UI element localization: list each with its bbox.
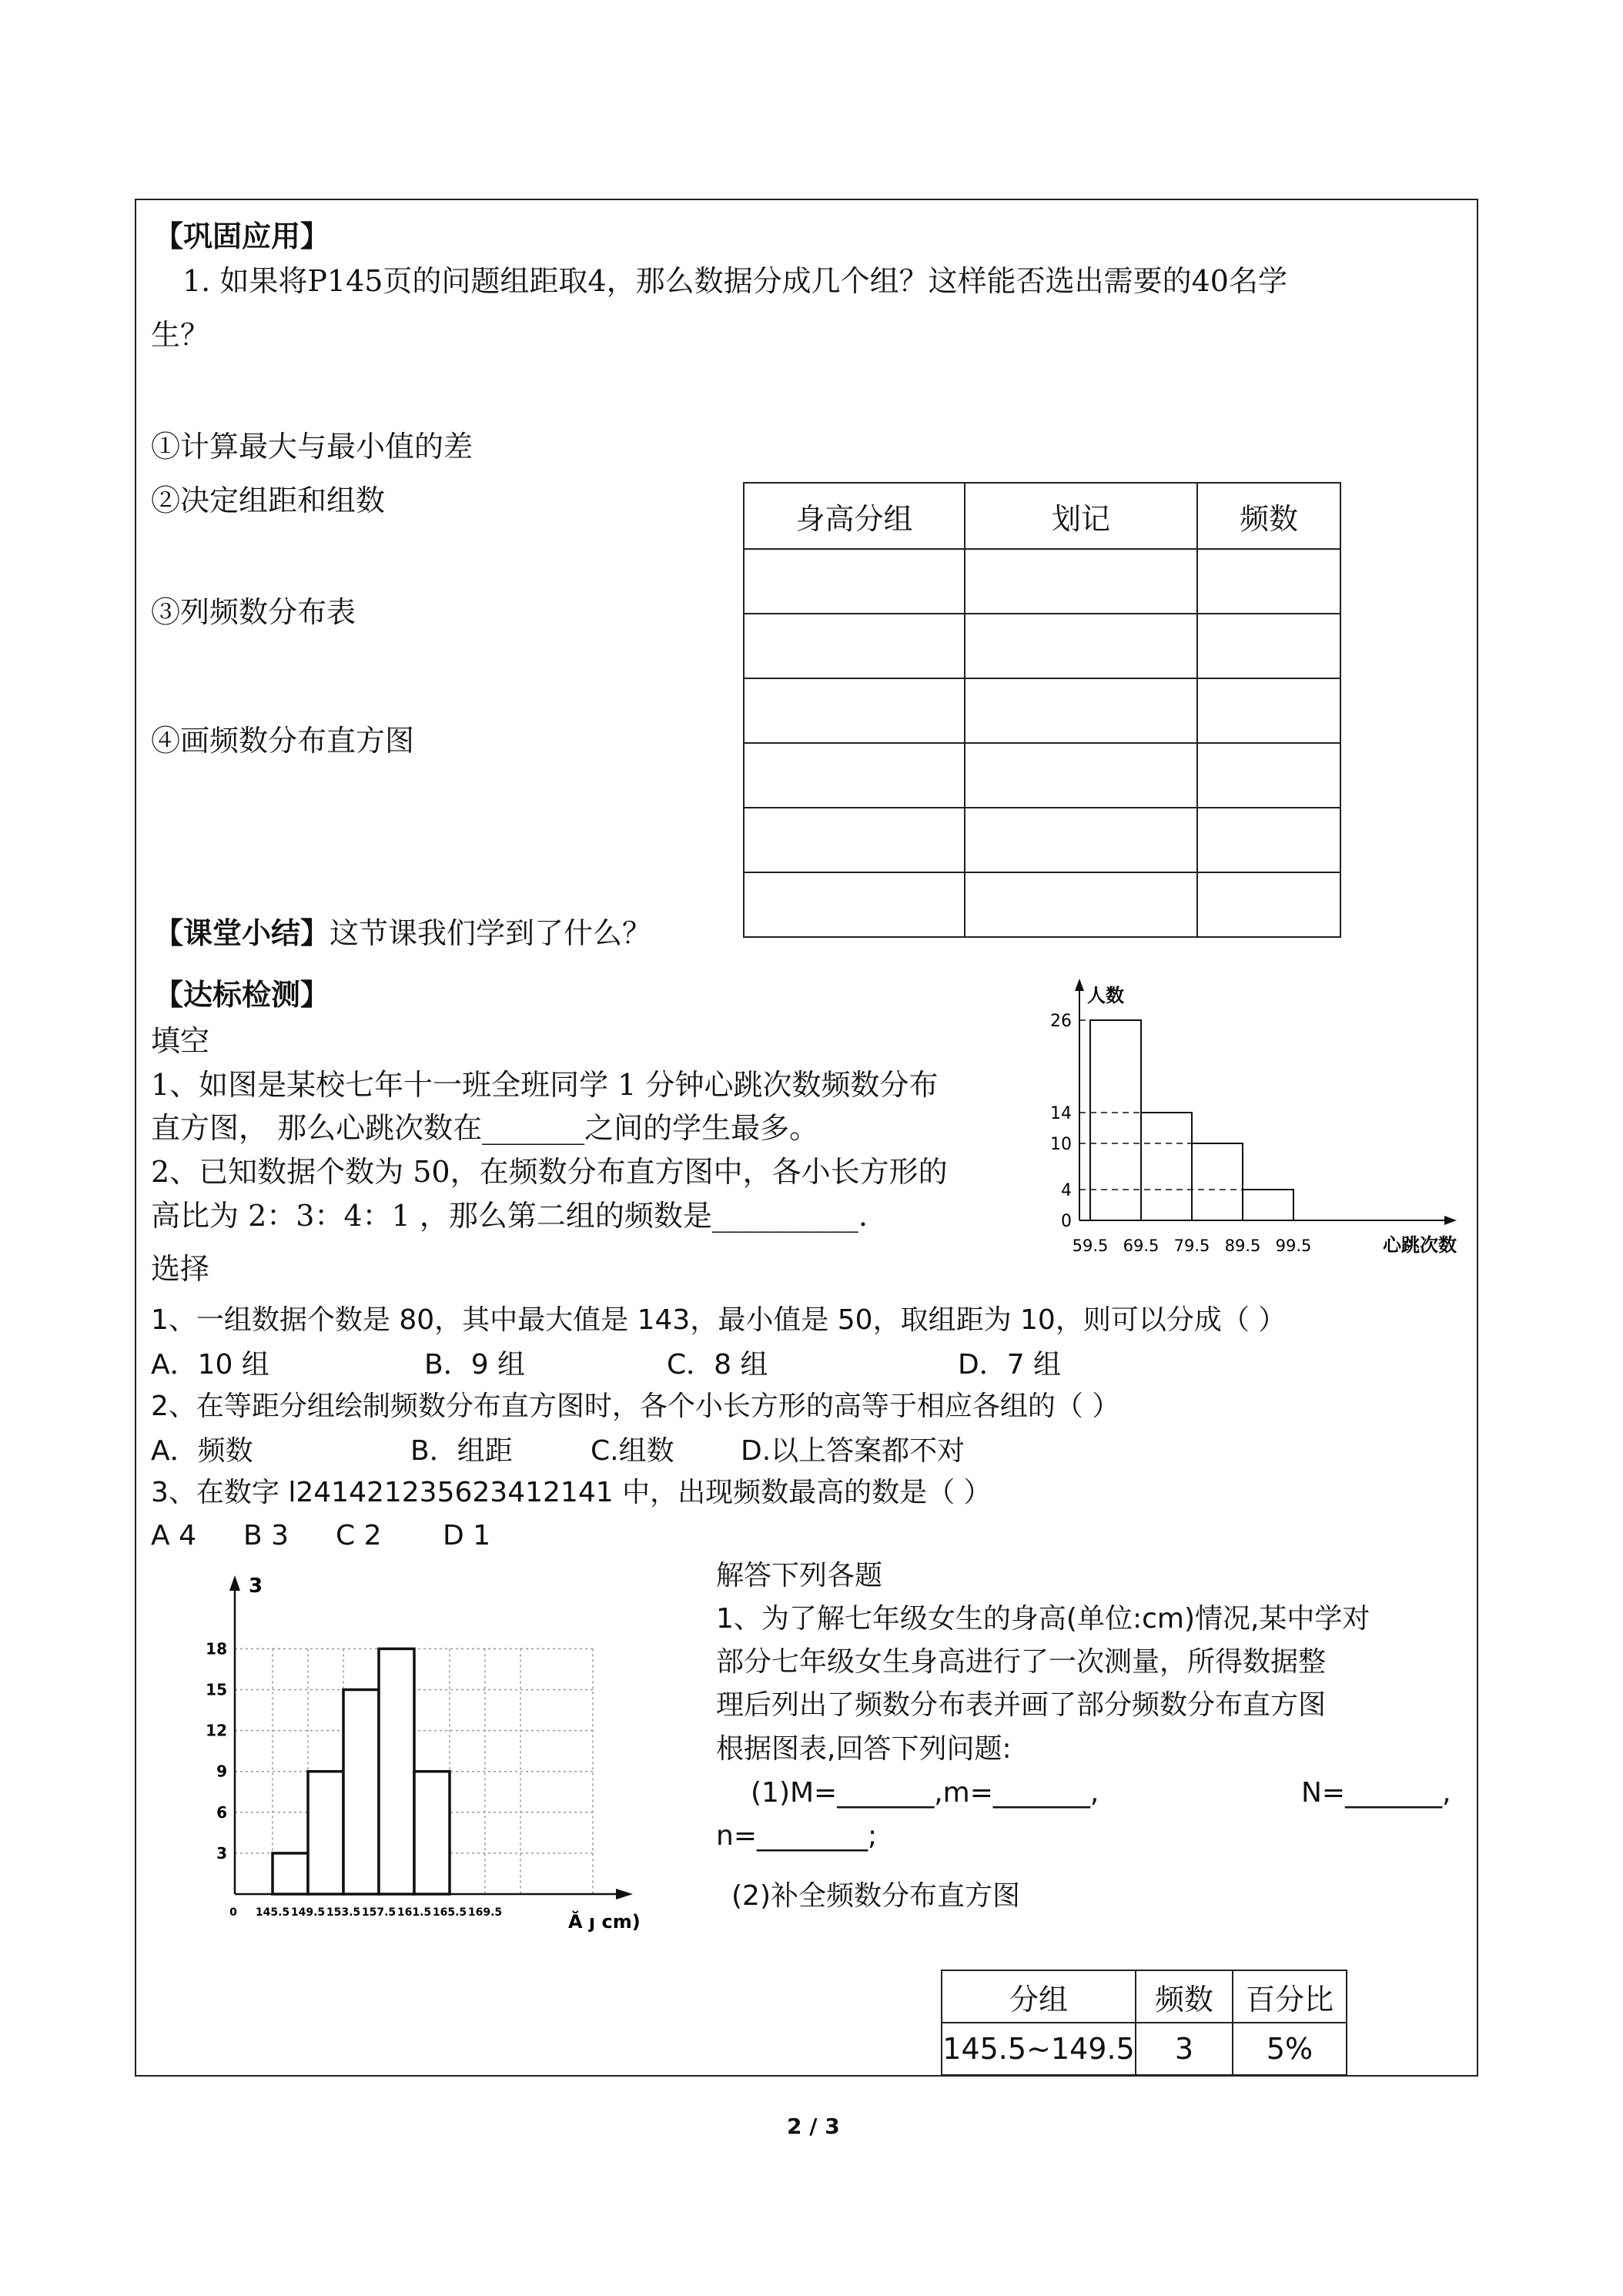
ht-bars (273, 1648, 450, 1894)
ht-x-axis-title: Ă ȷ cm) (568, 1911, 641, 1933)
table-cell[interactable] (744, 872, 965, 937)
fill-q2-line1: 2、已知数据个数为 50，在频数分布直方图中，各小长方形的 (151, 1155, 948, 1189)
table-header-frequency: 频数 (1197, 483, 1340, 549)
ht-bar (379, 1648, 414, 1894)
ht-x-tick-label: 0 (229, 1906, 237, 1919)
ht-bar (273, 1853, 308, 1894)
summary-line (154, 914, 651, 952)
choice-q3-option-a: A 4 (151, 1520, 196, 1551)
table-cell[interactable] (965, 872, 1197, 937)
table-cell[interactable] (744, 743, 965, 808)
choice-q1: 1、一组数据个数是 80，其中最大值是 143，最小值是 50，取组距为 10，则可以分成（ ） (151, 1304, 1287, 1336)
step-4: ④画频数分布直方图 (151, 724, 415, 758)
step-2: ②决定组距和组数 (151, 484, 386, 517)
ht-bar (414, 1772, 450, 1894)
table-cell[interactable] (744, 678, 965, 743)
ht-y-axis-title: 3 (249, 1575, 263, 1598)
choice-q2-option-c: C.组数 (591, 1435, 674, 1467)
choice-q2-option-a: A．频数 (151, 1435, 253, 1467)
answer-n-blank: N=_______, (1301, 1777, 1451, 1809)
ht-bar (343, 1690, 379, 1895)
fill-label: 填空 (151, 1024, 210, 1058)
ht-y-tick-label: 15 (206, 1680, 227, 1699)
hr-x-axis-title: 心跳次数 (1383, 1234, 1457, 1256)
answer-small-n-blank: n=________; (716, 1820, 878, 1852)
answers-label: 解答下列各题 (716, 1560, 883, 1591)
consolidation-question-line2: 生？ (151, 318, 210, 352)
choice-q3-option-d: D 1 (443, 1520, 491, 1551)
choice-label: 选择 (151, 1252, 210, 1286)
hr-x-tick-label: 69.5 (1123, 1237, 1160, 1255)
table-cell[interactable] (965, 743, 1197, 808)
choice-q1-option-a: A．10 组 (151, 1349, 269, 1381)
table-cell[interactable] (965, 614, 1197, 678)
answer-m-blanks: (1)M=_______,m=_______, (751, 1777, 1099, 1809)
step-3: ③列频数分布表 (151, 595, 356, 629)
choice-q3-option-b: B 3 (243, 1520, 289, 1551)
table-cell[interactable] (1197, 808, 1340, 872)
answers-p1-line3: 理后列出了频数分布表并画了部分频数分布直方图 (716, 1689, 1327, 1721)
table-cell[interactable] (965, 549, 1197, 614)
hr-y-arrow (1075, 979, 1084, 991)
ht-y-tick-label: 12 (206, 1721, 227, 1740)
hr-y-axis-title: 人数 (1087, 985, 1124, 1006)
freq-header-percent: 百分比 (1233, 1970, 1347, 2023)
fill-q1-line1: 1、如图是某校七年十一班全班同学 1 分钟心跳次数频数分布 (151, 1068, 939, 1102)
choice-q1-option-c: C．8 组 (667, 1349, 768, 1381)
hr-bar (1090, 1020, 1141, 1220)
ht-x-tick-label: 145.5 (255, 1906, 290, 1919)
table-cell[interactable] (744, 808, 965, 872)
ht-x-arrow (616, 1889, 633, 1899)
ht-x-tick-label: 169.5 (467, 1906, 503, 1919)
fill-q1-line2: 直方图， 那么心跳次数在_______之间的学生最多。 (151, 1111, 819, 1145)
hr-bars (1079, 1020, 1293, 1220)
hr-y-tick-label: 0 (1061, 1212, 1072, 1231)
ht-x-tick-label: 149.5 (290, 1906, 326, 1919)
choice-q1-option-b: B．9 组 (424, 1349, 526, 1381)
hr-x-tick-label: 79.5 (1173, 1237, 1210, 1255)
answers-p1-line1: 1、为了解七年级女生的身高(单位:cm)情况,某中学对 (716, 1603, 1370, 1635)
frequency-table (941, 1970, 1347, 2076)
hr-y-tick-label: 10 (1050, 1135, 1072, 1154)
choice-q3: 3、在数字 l241421235623412141 中，出现频数最高的数是（ ） (151, 1477, 992, 1508)
heart-rate-histogram (1050, 974, 1469, 1259)
hr-bar (1141, 1113, 1192, 1220)
ht-x-tick-label: 157.5 (361, 1906, 397, 1919)
choice-q2-option-d: D.以上答案都不对 (741, 1435, 965, 1467)
hr-bar (1192, 1143, 1243, 1220)
freq-cell-group: 145.5~149.5 (942, 2023, 1136, 2075)
answer-complete-histogram: (2)补全频数分布直方图 (731, 1880, 1020, 1912)
freq-header-group: 分组 (942, 1970, 1136, 2023)
assessment-heading: 【达标检测】 (154, 977, 330, 1012)
freq-cell-percent: 5% (1233, 2023, 1347, 2075)
hr-x-tick-label: 99.5 (1275, 1237, 1312, 1255)
table-cell[interactable] (1197, 678, 1340, 743)
summary-heading: 【课堂小结】 (154, 915, 330, 950)
table-cell[interactable] (744, 549, 965, 614)
ht-y-tick-label: 18 (206, 1639, 227, 1658)
answers-p1-line4: 根据图表,回答下列问题: (716, 1733, 1012, 1765)
hr-y-tick-label: 14 (1050, 1104, 1072, 1123)
hr-y-tick-label: 26 (1050, 1012, 1072, 1031)
choice-q2: 2、在等距分组绘制频数分布直方图时，各个小长方形的高等于相应各组的（ ） (151, 1391, 1120, 1422)
step-1: ①计算最大与最小值的差 (151, 430, 474, 464)
table-cell[interactable] (1197, 743, 1340, 808)
table-cell[interactable] (1197, 614, 1340, 678)
ht-x-tick-label: 161.5 (397, 1906, 432, 1919)
ht-y-arrow (229, 1575, 240, 1591)
ht-x-tick-label: 165.5 (432, 1906, 467, 1919)
table-cell[interactable] (965, 808, 1197, 872)
consolidation-question-line1: 1. 如果将P145页的问题组距取4，那么数据分成几个组？这样能否选出需要的40名学 (182, 264, 1287, 298)
table-cell[interactable] (1197, 549, 1340, 614)
ht-y-tick-label: 9 (216, 1762, 227, 1781)
ht-y-tick-label: 6 (216, 1802, 227, 1822)
freq-header-frequency: 频数 (1136, 1970, 1233, 2023)
choice-q2-option-b: B．组距 (410, 1435, 513, 1467)
answers-p1-line2: 部分七年级女生身高进行了一次测量，所得数据整 (716, 1646, 1327, 1678)
freq-cell-frequency: 3 (1136, 2023, 1233, 2075)
height-group-table (743, 482, 1341, 938)
table-cell[interactable] (1197, 872, 1340, 937)
table-header-group: 身高分组 (744, 483, 965, 549)
table-cell[interactable] (744, 614, 965, 678)
height-histogram (208, 1571, 685, 1933)
hr-y-tick-label: 4 (1061, 1181, 1072, 1200)
hr-x-tick-label: 89.5 (1224, 1237, 1261, 1255)
ht-bar (308, 1772, 343, 1894)
summary-text: 这节课我们学到了什么？ (330, 916, 652, 950)
hr-bar (1243, 1190, 1293, 1220)
consolidation-heading: 【巩固应用】 (154, 219, 330, 253)
choice-q3-option-c: C 2 (336, 1520, 382, 1551)
ht-x-tick-label: 153.5 (326, 1906, 361, 1919)
choice-q1-option-d: D．7 组 (958, 1349, 1062, 1381)
fill-q2-line2: 高比为 2：3：4：1 ，那么第二组的频数是__________. (151, 1199, 868, 1233)
table-header-tally: 划记 (965, 483, 1197, 549)
ht-y-tick-label: 3 (216, 1843, 227, 1863)
hr-x-arrow (1444, 1216, 1457, 1225)
hr-x-tick-label: 59.5 (1072, 1237, 1109, 1255)
table-cell[interactable] (965, 678, 1197, 743)
page-number: 2 / 3 (787, 2114, 840, 2139)
